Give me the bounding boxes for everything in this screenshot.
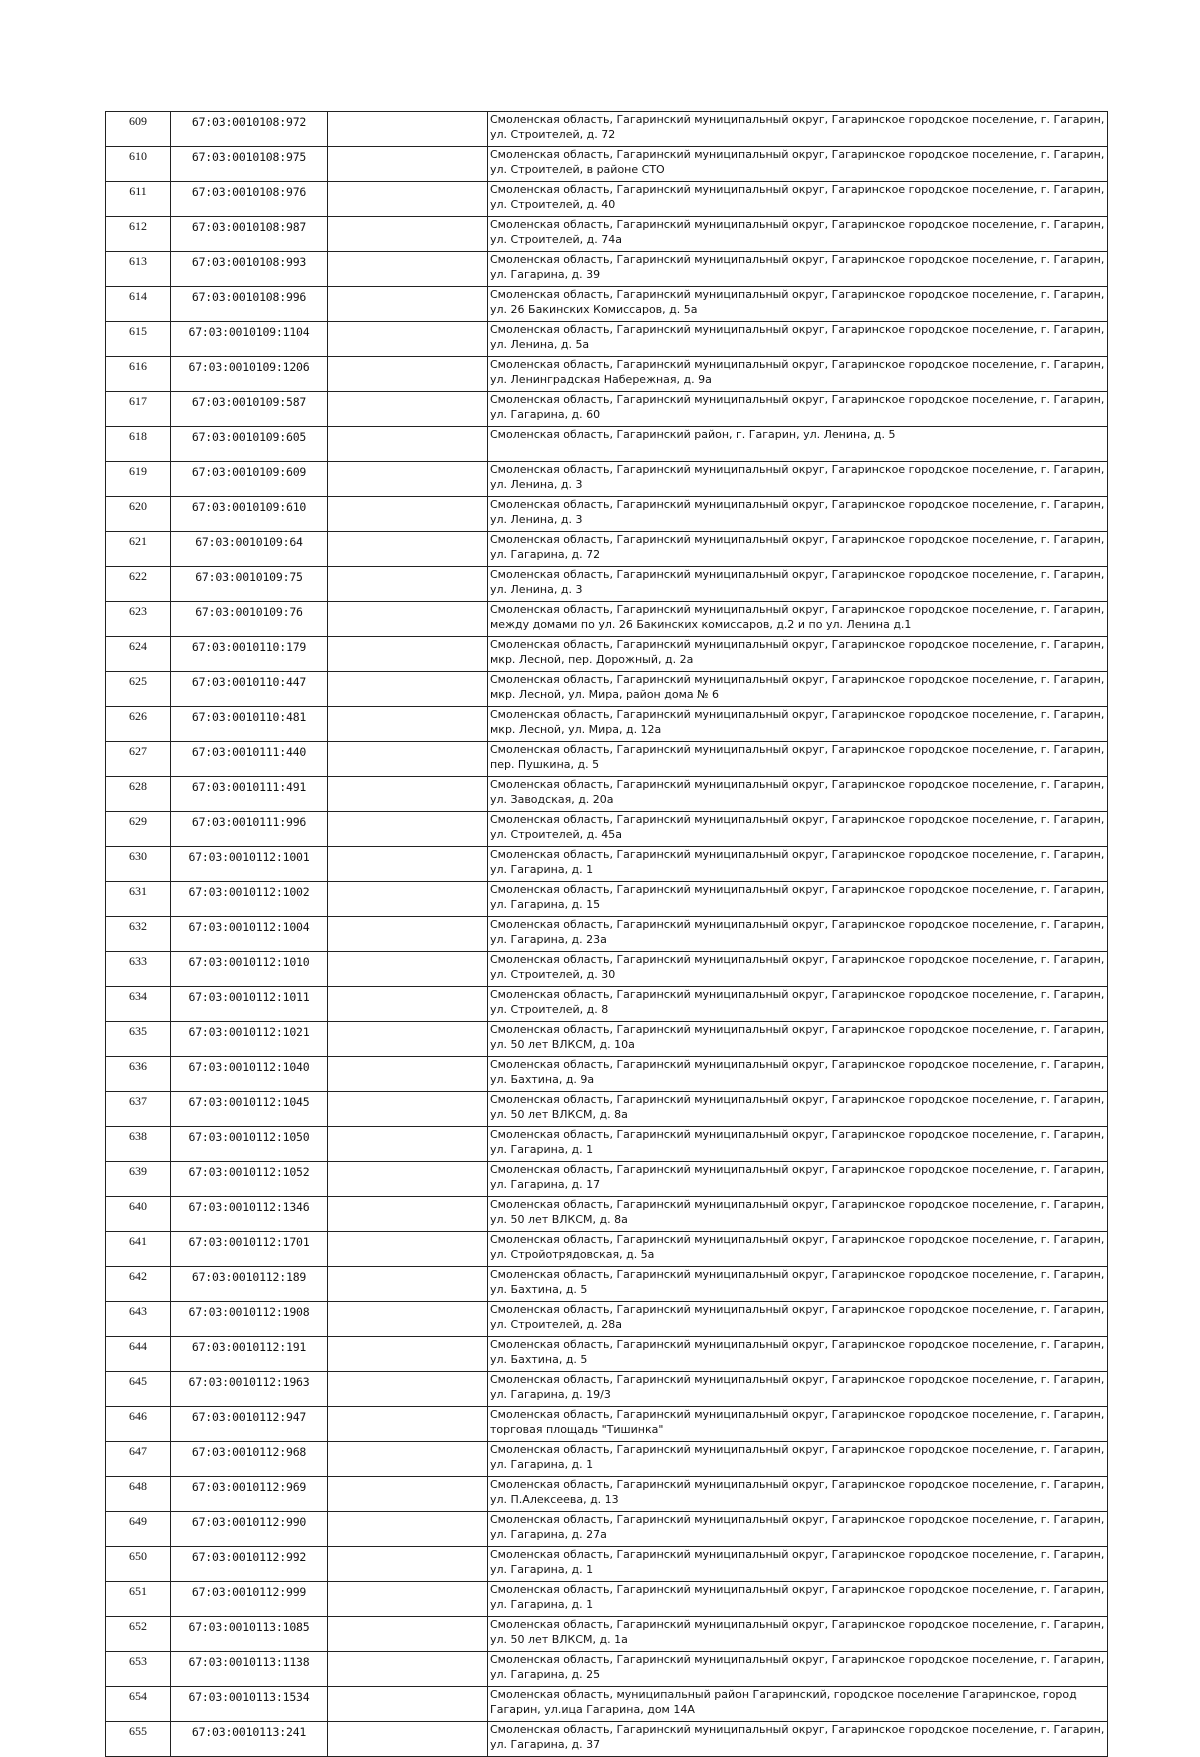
address-cell: Смоленская область, Гагаринский муниципальный округ, Гагаринское городское поселение, г. Гагарин, ул. Бахтина, д. 9а	[488, 1057, 1108, 1092]
address-cell: Смоленская область, Гагаринский муниципальный округ, Гагаринское городское поселение, г. Гагарин, ул. Гагарина, д. 27а	[488, 1512, 1108, 1547]
table-row	[106, 707, 1108, 742]
address-cell: Смоленская область, Гагаринский муниципальный округ, Гагаринское городское поселение, г. Гагарин, ул. Гагарина, д. 15	[488, 882, 1108, 917]
cadastral-number: 67:03:0010112:1011	[171, 987, 328, 1022]
row-number: 654	[106, 1687, 171, 1722]
cadastral-number: 67:03:0010109:1104	[171, 322, 328, 357]
empty-cell	[328, 1582, 488, 1617]
row-number: 629	[106, 812, 171, 847]
empty-cell	[328, 1232, 488, 1267]
address-cell: Смоленская область, Гагаринский муниципальный округ, Гагаринское городское поселение, г. Гагарин, ул. Стройотрядовская, д. 5а	[488, 1232, 1108, 1267]
address-cell: Смоленская область, Гагаринский муниципальный округ, Гагаринское городское поселение, г. Гагарин, мкр. Лесной, ул. Мира, район дома № 6	[488, 672, 1108, 707]
empty-cell	[328, 1547, 488, 1582]
table-row	[106, 217, 1108, 252]
row-number: 628	[106, 777, 171, 812]
cadastral-number: 67:03:0010111:491	[171, 777, 328, 812]
table-row	[106, 602, 1108, 637]
row-number: 614	[106, 287, 171, 322]
cadastral-number: 67:03:0010110:447	[171, 672, 328, 707]
cadastral-number: 67:03:0010108:972	[171, 112, 328, 147]
cadastral-number: 67:03:0010109:609	[171, 462, 328, 497]
cadastral-number: 67:03:0010108:987	[171, 217, 328, 252]
table-row	[106, 322, 1108, 357]
row-number: 619	[106, 462, 171, 497]
table-row	[106, 1547, 1108, 1582]
empty-cell	[328, 917, 488, 952]
empty-cell	[328, 322, 488, 357]
cadastral-number: 67:03:0010112:1010	[171, 952, 328, 987]
table-row	[106, 427, 1108, 462]
table-row	[106, 1162, 1108, 1197]
row-number: 635	[106, 1022, 171, 1057]
cadastral-number: 67:03:0010112:1021	[171, 1022, 328, 1057]
cadastral-number: 67:03:0010112:1002	[171, 882, 328, 917]
address-cell: Смоленская область, Гагаринский муниципальный округ, Гагаринское городское поселение, г. Гагарин, ул. Ленина, д. 3	[488, 462, 1108, 497]
cadastral-number: 67:03:0010112:1045	[171, 1092, 328, 1127]
row-number: 618	[106, 427, 171, 462]
table-row	[106, 672, 1108, 707]
table-row	[106, 742, 1108, 777]
empty-cell	[328, 1652, 488, 1687]
row-number: 636	[106, 1057, 171, 1092]
cadastral-number: 67:03:0010112:990	[171, 1512, 328, 1547]
empty-cell	[328, 1407, 488, 1442]
address-cell: Смоленская область, Гагаринский муниципальный округ, Гагаринское городское поселение, г. Гагарин, ул. П.Алексеева, д. 13	[488, 1477, 1108, 1512]
address-cell: Смоленская область, Гагаринский муниципальный округ, Гагаринское городское поселение, г. Гагарин, ул. Гагарина, д. 1	[488, 1442, 1108, 1477]
table-row	[106, 1022, 1108, 1057]
cadastral-number: 67:03:0010109:605	[171, 427, 328, 462]
address-cell: Смоленская область, Гагаринский муниципальный округ, Гагаринское городское поселение, г. Гагарин, ул. Гагарина, д. 1	[488, 847, 1108, 882]
row-number: 648	[106, 1477, 171, 1512]
address-cell: Смоленская область, Гагаринский муниципальный округ, Гагаринское городское поселение, г. Гагарин, ул. Строителей, д. 72	[488, 112, 1108, 147]
empty-cell	[328, 182, 488, 217]
row-number: 638	[106, 1127, 171, 1162]
empty-cell	[328, 1197, 488, 1232]
empty-cell	[328, 987, 488, 1022]
cadastral-number: 67:03:0010111:996	[171, 812, 328, 847]
address-cell: Смоленская область, Гагаринский муниципальный округ, Гагаринское городское поселение, г. Гагарин, ул. Бахтина, д. 5	[488, 1267, 1108, 1302]
row-number: 642	[106, 1267, 171, 1302]
empty-cell	[328, 602, 488, 637]
row-number: 639	[106, 1162, 171, 1197]
empty-cell	[328, 1302, 488, 1337]
empty-cell	[328, 1477, 488, 1512]
address-cell: Смоленская область, Гагаринский муниципальный округ, Гагаринское городское поселение, г. Гагарин, ул. Гагарина, д. 1	[488, 1582, 1108, 1617]
address-cell: Смоленская область, Гагаринский муниципальный округ, Гагаринское городское поселение, г. Гагарин, ул. Строителей, д. 8	[488, 987, 1108, 1022]
cadastral-number: 67:03:0010112:968	[171, 1442, 328, 1477]
registry-table	[105, 111, 1108, 1757]
table-row	[106, 112, 1108, 147]
empty-cell	[328, 812, 488, 847]
address-cell: Смоленская область, Гагаринский муниципальный округ, Гагаринское городское поселение, г. Гагарин, ул. 50 лет ВЛКСМ, д. 10а	[488, 1022, 1108, 1057]
address-cell: Смоленская область, Гагаринский муниципальный округ, Гагаринское городское поселение, г. Гагарин, ул. Строителей, д. 74а	[488, 217, 1108, 252]
empty-cell	[328, 392, 488, 427]
table-row	[106, 1127, 1108, 1162]
empty-cell	[328, 462, 488, 497]
cadastral-number: 67:03:0010108:975	[171, 147, 328, 182]
empty-cell	[328, 707, 488, 742]
cadastral-number: 67:03:0010112:947	[171, 1407, 328, 1442]
table-row	[106, 182, 1108, 217]
cadastral-number: 67:03:0010109:64	[171, 532, 328, 567]
table-row	[106, 1582, 1108, 1617]
address-cell: Смоленская область, Гагаринский муниципальный округ, Гагаринское городское поселение, г. Гагарин, ул. Строителей, в районе СТО	[488, 147, 1108, 182]
table-row	[106, 1337, 1108, 1372]
address-cell: Смоленская область, Гагаринский муниципальный округ, Гагаринское городское поселение, г. Гагарин, ул. Строителей, д. 30	[488, 952, 1108, 987]
empty-cell	[328, 1022, 488, 1057]
empty-cell	[328, 637, 488, 672]
table-row	[106, 357, 1108, 392]
cadastral-number: 67:03:0010112:999	[171, 1582, 328, 1617]
cadastral-number: 67:03:0010109:76	[171, 602, 328, 637]
row-number: 650	[106, 1547, 171, 1582]
empty-cell	[328, 1162, 488, 1197]
row-number: 644	[106, 1337, 171, 1372]
address-cell: Смоленская область, Гагаринский муниципальный округ, Гагаринское городское поселение, г. Гагарин, ул. Гагарина, д. 1	[488, 1547, 1108, 1582]
empty-cell	[328, 1442, 488, 1477]
table-row	[106, 812, 1108, 847]
address-cell: Смоленская область, Гагаринский муниципальный округ, Гагаринское городское поселение, г. Гагарин, ул. 50 лет ВЛКСМ, д. 1а	[488, 1617, 1108, 1652]
table-row	[106, 1197, 1108, 1232]
address-cell: Смоленская область, Гагаринский муниципальный округ, Гагаринское городское поселение, г. Гагарин, мкр. Лесной, ул. Мира, д. 12а	[488, 707, 1108, 742]
empty-cell	[328, 217, 488, 252]
address-cell: Смоленская область, Гагаринский муниципальный округ, Гагаринское городское поселение, г. Гагарин, ул. Строителей, д. 28а	[488, 1302, 1108, 1337]
table-row	[106, 1617, 1108, 1652]
cadastral-number: 67:03:0010112:969	[171, 1477, 328, 1512]
address-cell: Смоленская область, Гагаринский муниципальный округ, Гагаринское городское поселение, г. Гагарин, ул. Ленина, д. 3	[488, 567, 1108, 602]
empty-cell	[328, 112, 488, 147]
row-number: 652	[106, 1617, 171, 1652]
cadastral-number: 67:03:0010110:179	[171, 637, 328, 672]
row-number: 634	[106, 987, 171, 1022]
empty-cell	[328, 882, 488, 917]
table-row	[106, 882, 1108, 917]
empty-cell	[328, 1057, 488, 1092]
cadastral-number: 67:03:0010108:976	[171, 182, 328, 217]
table-row	[106, 462, 1108, 497]
address-cell: Смоленская область, Гагаринский муниципальный округ, Гагаринское городское поселение, г. Гагарин, ул. Ленина, д. 5а	[488, 322, 1108, 357]
table-row	[106, 847, 1108, 882]
cadastral-number: 67:03:0010113:1138	[171, 1652, 328, 1687]
row-number: 623	[106, 602, 171, 637]
cadastral-number: 67:03:0010112:1052	[171, 1162, 328, 1197]
empty-cell	[328, 1092, 488, 1127]
address-cell: Смоленская область, Гагаринский муниципальный округ, Гагаринское городское поселение, г. Гагарин, торговая площадь "Тишинка"	[488, 1407, 1108, 1442]
cadastral-number: 67:03:0010112:1040	[171, 1057, 328, 1092]
empty-cell	[328, 427, 488, 462]
cadastral-number: 67:03:0010112:189	[171, 1267, 328, 1302]
row-number: 611	[106, 182, 171, 217]
table-row	[106, 1232, 1108, 1267]
address-cell: Смоленская область, Гагаринский муниципальный округ, Гагаринское городское поселение, г. Гагарин, ул. Строителей, д. 40	[488, 182, 1108, 217]
address-cell: Смоленская область, Гагаринский муниципальный округ, Гагаринское городское поселение, г. Гагарин, ул. Гагарина, д. 25	[488, 1652, 1108, 1687]
table-row	[106, 287, 1108, 322]
row-number: 649	[106, 1512, 171, 1547]
address-cell: Смоленская область, Гагаринский район, г. Гагарин, ул. Ленина, д. 5	[488, 427, 1108, 462]
cadastral-number: 67:03:0010112:992	[171, 1547, 328, 1582]
row-number: 624	[106, 637, 171, 672]
row-number: 641	[106, 1232, 171, 1267]
empty-cell	[328, 147, 488, 182]
table-row	[106, 987, 1108, 1022]
empty-cell	[328, 567, 488, 602]
row-number: 625	[106, 672, 171, 707]
empty-cell	[328, 287, 488, 322]
row-number: 620	[106, 497, 171, 532]
row-number: 651	[106, 1582, 171, 1617]
address-cell: Смоленская область, Гагаринский муниципальный округ, Гагаринское городское поселение, г. Гагарин, ул. Ленинградская Набережная, д. 9а	[488, 357, 1108, 392]
row-number: 653	[106, 1652, 171, 1687]
address-cell: Смоленская область, Гагаринский муниципальный округ, Гагаринское городское поселение, г. Гагарин, ул. Бахтина, д. 5	[488, 1337, 1108, 1372]
address-cell: Смоленская область, Гагаринский муниципальный округ, Гагаринское городское поселение, г. Гагарин, ул. Ленина, д. 3	[488, 497, 1108, 532]
cadastral-number: 67:03:0010112:1908	[171, 1302, 328, 1337]
row-number: 609	[106, 112, 171, 147]
address-cell: Смоленская область, Гагаринский муниципальный округ, Гагаринское городское поселение, г. Гагарин, мкр. Лесной, пер. Дорожный, д. 2а	[488, 637, 1108, 672]
row-number: 646	[106, 1407, 171, 1442]
cadastral-number: 67:03:0010108:993	[171, 252, 328, 287]
table-row	[106, 777, 1108, 812]
table-row	[106, 1652, 1108, 1687]
cadastral-number: 67:03:0010109:587	[171, 392, 328, 427]
empty-cell	[328, 952, 488, 987]
empty-cell	[328, 1127, 488, 1162]
cadastral-number: 67:03:0010112:191	[171, 1337, 328, 1372]
table-row	[106, 1407, 1108, 1442]
cadastral-number: 67:03:0010112:1050	[171, 1127, 328, 1162]
table-row	[106, 497, 1108, 532]
empty-cell	[328, 1372, 488, 1407]
table-row	[106, 1092, 1108, 1127]
cadastral-number: 67:03:0010112:1001	[171, 847, 328, 882]
empty-cell	[328, 357, 488, 392]
row-number: 613	[106, 252, 171, 287]
row-number: 633	[106, 952, 171, 987]
row-number: 616	[106, 357, 171, 392]
empty-cell	[328, 847, 488, 882]
cadastral-number: 67:03:0010111:440	[171, 742, 328, 777]
address-cell: Смоленская область, Гагаринский муниципальный округ, Гагаринское городское поселение, г. Гагарин, ул. Гагарина, д. 23а	[488, 917, 1108, 952]
row-number: 615	[106, 322, 171, 357]
cadastral-number: 67:03:0010112:1701	[171, 1232, 328, 1267]
table-row	[106, 1512, 1108, 1547]
address-cell: Смоленская область, Гагаринский муниципальный округ, Гагаринское городское поселение, г. Гагарин, ул. Строителей, д. 45а	[488, 812, 1108, 847]
row-number: 637	[106, 1092, 171, 1127]
table-row	[106, 392, 1108, 427]
cadastral-number: 67:03:0010110:481	[171, 707, 328, 742]
empty-cell	[328, 1337, 488, 1372]
table-row	[106, 567, 1108, 602]
table-row	[106, 532, 1108, 567]
address-cell: Смоленская область, Гагаринский муниципальный округ, Гагаринское городское поселение, г. Гагарин, ул. Гагарина, д. 37	[488, 1722, 1108, 1757]
row-number: 655	[106, 1722, 171, 1757]
row-number: 626	[106, 707, 171, 742]
row-number: 612	[106, 217, 171, 252]
address-cell: Смоленская область, Гагаринский муниципальный округ, Гагаринское городское поселение, г. Гагарин, ул. 50 лет ВЛКСМ, д. 8а	[488, 1092, 1108, 1127]
address-cell: Смоленская область, Гагаринский муниципальный округ, Гагаринское городское поселение, г. Гагарин, ул. Заводская, д. 20а	[488, 777, 1108, 812]
address-cell: Смоленская область, Гагаринский муниципальный округ, Гагаринское городское поселение, г. Гагарин, между домами по ул. 26 Бакинских комиссаров, д.2 и по ул. Ленина д.1	[488, 602, 1108, 637]
empty-cell	[328, 1722, 488, 1757]
empty-cell	[328, 532, 488, 567]
cadastral-number: 67:03:0010108:996	[171, 287, 328, 322]
empty-cell	[328, 1687, 488, 1722]
address-cell: Смоленская область, Гагаринский муниципальный округ, Гагаринское городское поселение, г. Гагарин, ул. Гагарина, д. 39	[488, 252, 1108, 287]
table-row	[106, 1442, 1108, 1477]
table-row	[106, 1722, 1108, 1757]
table-row	[106, 1057, 1108, 1092]
empty-cell	[328, 1617, 488, 1652]
empty-cell	[328, 1267, 488, 1302]
table-row	[106, 147, 1108, 182]
empty-cell	[328, 777, 488, 812]
empty-cell	[328, 742, 488, 777]
row-number: 617	[106, 392, 171, 427]
empty-cell	[328, 1512, 488, 1547]
row-number: 643	[106, 1302, 171, 1337]
cadastral-number: 67:03:0010109:75	[171, 567, 328, 602]
empty-cell	[328, 672, 488, 707]
table-row	[106, 252, 1108, 287]
table-row	[106, 1477, 1108, 1512]
row-number: 640	[106, 1197, 171, 1232]
row-number: 645	[106, 1372, 171, 1407]
address-cell: Смоленская область, Гагаринский муниципальный округ, Гагаринское городское поселение, г. Гагарин, ул. Гагарина, д. 60	[488, 392, 1108, 427]
address-cell: Смоленская область, муниципальный район Гагаринский, городское поселение Гагаринское, город Гагарин, ул.ица Гагарина, дом 14А	[488, 1687, 1108, 1722]
address-cell: Смоленская область, Гагаринский муниципальный округ, Гагаринское городское поселение, г. Гагарин, ул. Гагарина, д. 19/3	[488, 1372, 1108, 1407]
empty-cell	[328, 252, 488, 287]
cadastral-number: 67:03:0010112:1346	[171, 1197, 328, 1232]
address-cell: Смоленская область, Гагаринский муниципальный округ, Гагаринское городское поселение, г. Гагарин, ул. Гагарина, д. 1	[488, 1127, 1108, 1162]
table-row	[106, 952, 1108, 987]
row-number: 647	[106, 1442, 171, 1477]
table-row	[106, 637, 1108, 672]
cadastral-number: 67:03:0010109:610	[171, 497, 328, 532]
cadastral-number: 67:03:0010113:241	[171, 1722, 328, 1757]
address-cell: Смоленская область, Гагаринский муниципальный округ, Гагаринское городское поселение, г. Гагарин, ул. Гагарина, д. 72	[488, 532, 1108, 567]
row-number: 630	[106, 847, 171, 882]
table-row	[106, 1372, 1108, 1407]
cadastral-number: 67:03:0010112:1004	[171, 917, 328, 952]
address-cell: Смоленская область, Гагаринский муниципальный округ, Гагаринское городское поселение, г. Гагарин, пер. Пушкина, д. 5	[488, 742, 1108, 777]
row-number: 632	[106, 917, 171, 952]
row-number: 627	[106, 742, 171, 777]
table-row	[106, 917, 1108, 952]
row-number: 621	[106, 532, 171, 567]
table-row	[106, 1302, 1108, 1337]
cadastral-number: 67:03:0010113:1085	[171, 1617, 328, 1652]
row-number: 631	[106, 882, 171, 917]
cadastral-number: 67:03:0010109:1206	[171, 357, 328, 392]
registry-table-body	[106, 112, 1108, 1757]
table-row	[106, 1687, 1108, 1722]
address-cell: Смоленская область, Гагаринский муниципальный округ, Гагаринское городское поселение, г. Гагарин, ул. Гагарина, д. 17	[488, 1162, 1108, 1197]
cadastral-number: 67:03:0010112:1963	[171, 1372, 328, 1407]
empty-cell	[328, 497, 488, 532]
table-row	[106, 1267, 1108, 1302]
row-number: 610	[106, 147, 171, 182]
address-cell: Смоленская область, Гагаринский муниципальный округ, Гагаринское городское поселение, г. Гагарин, ул. 50 лет ВЛКСМ, д. 8а	[488, 1197, 1108, 1232]
address-cell: Смоленская область, Гагаринский муниципальный округ, Гагаринское городское поселение, г. Гагарин, ул. 26 Бакинских Комиссаров, д. 5а	[488, 287, 1108, 322]
cadastral-number: 67:03:0010113:1534	[171, 1687, 328, 1722]
row-number: 622	[106, 567, 171, 602]
